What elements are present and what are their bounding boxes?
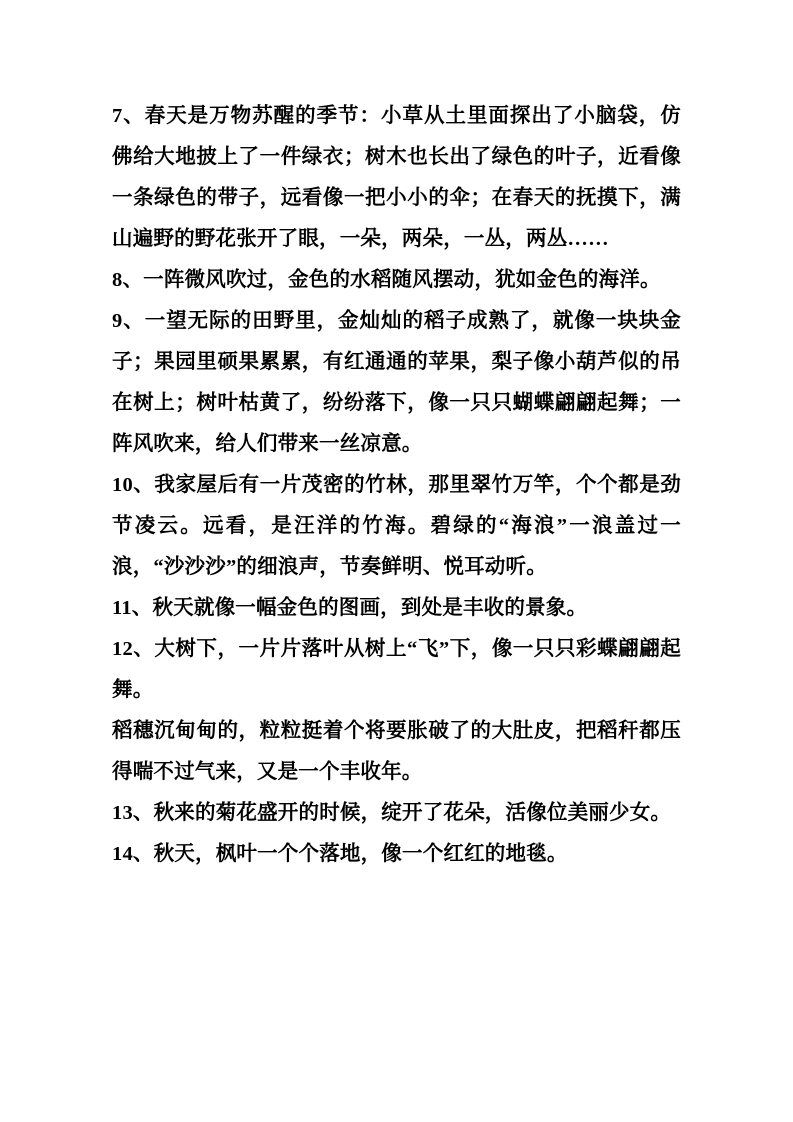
paragraph-8: 8、一阵微风吹过，金色的水稻随风摆动，犹如金色的海洋。 [112, 269, 661, 291]
paragraph-rice-ears: 稻穗沉甸甸的，粒粒挺着个将要胀破了的大肚皮，把稻秆都压得喘不过气来，又是一个丰收年。 [112, 720, 681, 783]
paragraph-12: 12、大树下，一片片落叶从树上“飞”下，像一只只彩蝶翩翩起舞。 [112, 638, 681, 701]
paragraph-7: 7、春天是万物苏醒的季节：小草从土里面探出了小脑袋，仿佛给大地披上了一件绿衣；树木也长出了绿色的叶子，近看像一条绿色的带子，远看像一把小小的伞；在春天的抚摸下，满山遍野的野花张开了眼，一朵，两朵，一丛，两丛…… [112, 105, 681, 250]
paragraph-11: 11、秋天就像一幅金色的图画，到处是丰收的景象。 [112, 597, 588, 619]
paragraph-9: 9、一望无际的田野里，金灿灿的稻子成熟了，就像一块块金子；果园里硕果累累，有红通通的苹果，梨子像小葫芦似的吊在树上；树叶枯黄了，纷纷落下，像一只只蝴蝶翩翩起舞；一阵风吹来，给人们带来一丝凉意。 [112, 310, 681, 455]
paragraph-10: 10、我家屋后有一片茂密的竹林，那里翠竹万竿，个个都是劲节凌云。远看，是汪洋的竹海。碧绿的“海浪”一浪盖过一浪，“沙沙沙”的细浪声，节奏鲜明、悦耳动听。 [112, 474, 681, 578]
paragraph-14: 14、秋天，枫叶一个个落地，像一个红红的地毯。 [112, 843, 568, 865]
document-body [112, 96, 681, 875]
paragraph-13: 13、秋来的菊花盛开的时候，绽开了花朵，活像位美丽少女。 [112, 802, 672, 824]
